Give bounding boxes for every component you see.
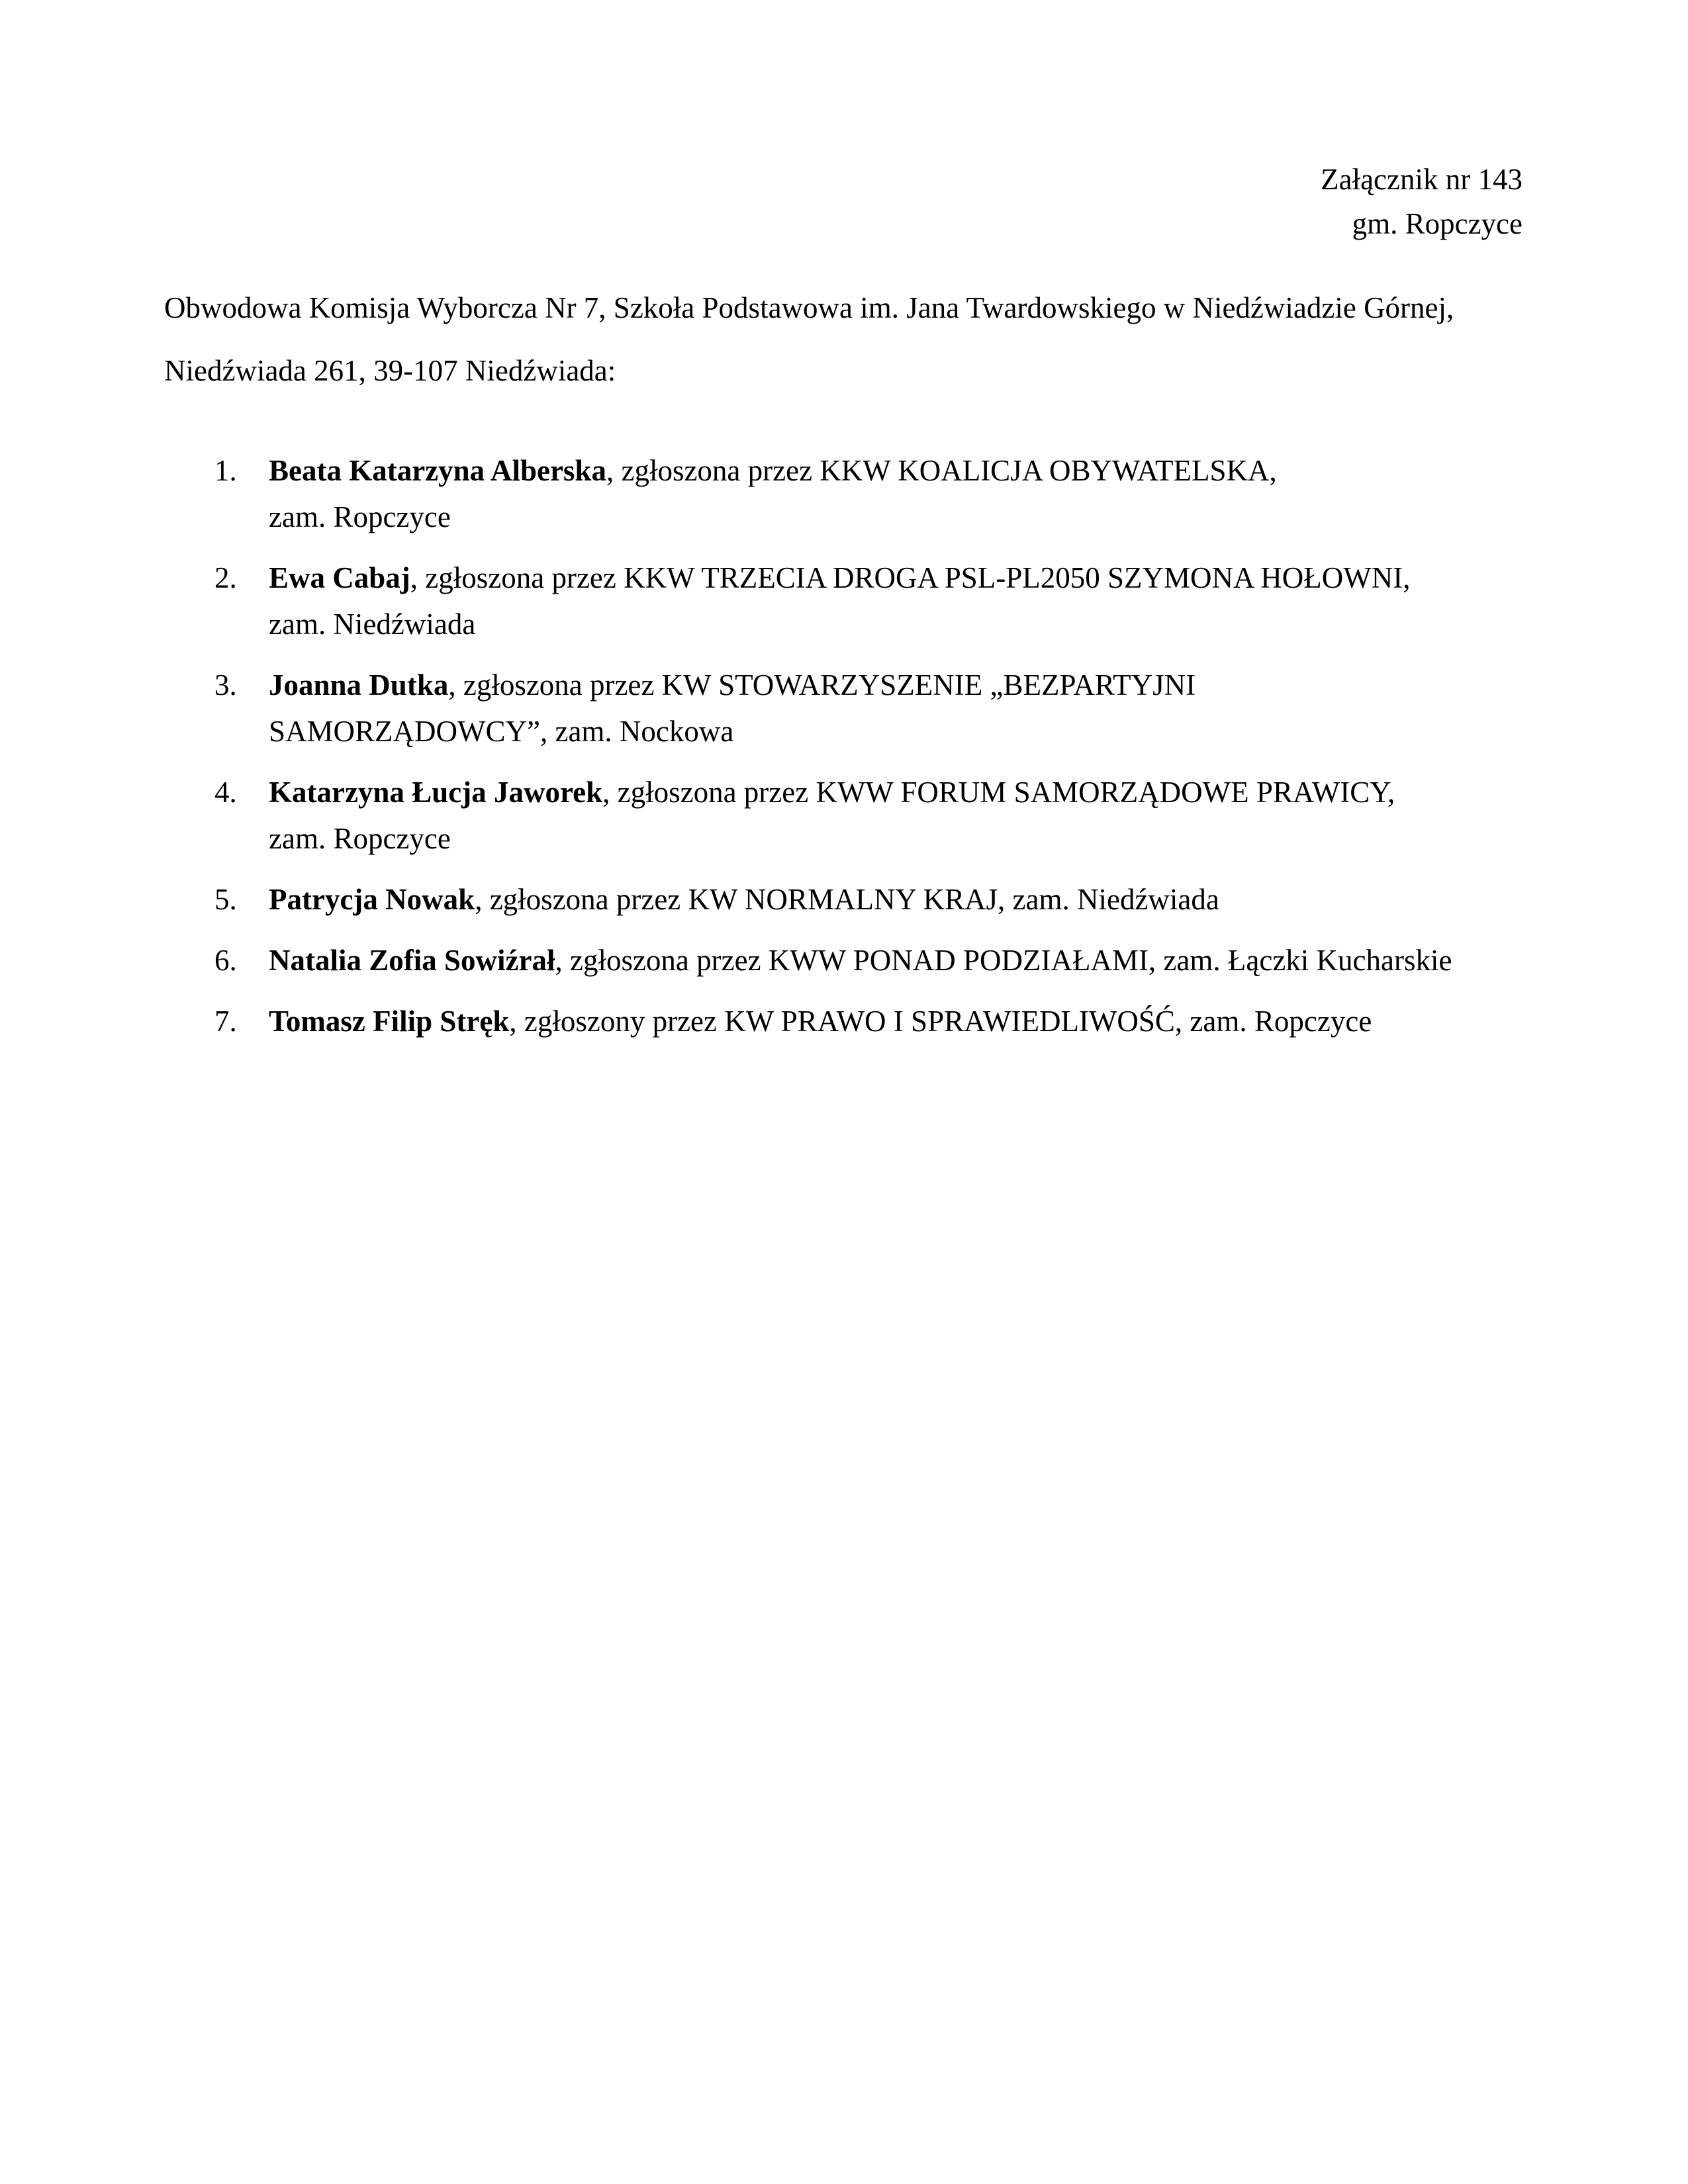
- list-item: [164, 998, 1541, 1044]
- list-item-line-1: [269, 769, 1541, 815]
- list-item-line-1: [269, 876, 1541, 923]
- list-item-line-2: zam. Ropczyce: [269, 500, 451, 533]
- list-item-number: 1.: [214, 454, 237, 487]
- list-item-number: 3.: [214, 668, 237, 702]
- list-item: [164, 662, 1541, 754]
- list-item: [164, 555, 1541, 647]
- list-item: [164, 447, 1541, 540]
- list-item-number: 5.: [214, 883, 237, 916]
- list-item: [164, 937, 1541, 983]
- list-item-number: 6.: [214, 944, 237, 977]
- commission-description-line-2: Niedźwiada 261, 39-107 Niedźwiada:: [164, 354, 616, 387]
- member-name: Joanna Dutka: [269, 668, 449, 702]
- list-item-line-1: [269, 447, 1541, 494]
- municipality-name: gm. Ropczyce: [1352, 207, 1523, 240]
- member-name: Katarzyna Łucja Jaworek: [269, 776, 603, 809]
- member-details: , zgłoszona przez KW STOWARZYSZENIE „BEZPARTYJNI: [448, 668, 1196, 702]
- member-details: , zgłoszona przez KWW FORUM SAMORZĄDOWE PRAWICY,: [602, 776, 1395, 809]
- list-item: [164, 876, 1541, 923]
- list-item-line-1: [269, 662, 1541, 708]
- list-item-line-2: zam. Ropczyce: [269, 822, 451, 855]
- member-details: , zgłoszona przez KKW KOALICJA OBYWATELSKA,: [606, 454, 1277, 487]
- member-name: Ewa Cabaj: [269, 561, 410, 594]
- commission-description: [164, 277, 1528, 402]
- member-name: Beata Katarzyna Alberska: [269, 454, 606, 487]
- list-item-number: 2.: [214, 561, 237, 594]
- member-details: , zgłoszona przez KKW TRZECIA DROGA PSL-PL2050 SZYMONA HOŁOWNI,: [410, 561, 1411, 594]
- member-list: [164, 447, 1541, 1059]
- member-details: , zgłoszona przez KW NORMALNY KRAJ, zam. Niedźwiada: [475, 883, 1219, 916]
- list-item-line-1: [269, 998, 1541, 1044]
- list-item-line-2: zam. Niedźwiada: [269, 608, 476, 641]
- list-item-number: 4.: [214, 776, 237, 809]
- list-item-number: 7.: [214, 1005, 237, 1038]
- commission-description-line-1: Obwodowa Komisja Wyborcza Nr 7, Szkoła Podstawowa im. Jana Twardowskiego w Niedźwiadzie Górnej,: [164, 291, 1454, 324]
- attachment-number: Załącznik nr 143: [1321, 163, 1523, 196]
- member-details: , zgłoszony przez KW PRAWO I SPRAWIEDLIWOŚĆ, zam. Ropczyce: [509, 1005, 1372, 1038]
- list-item-line-1: [269, 937, 1541, 983]
- list-item-line-2: SAMORZĄDOWCY”, zam. Nockowa: [269, 715, 734, 748]
- member-name: Patrycja Nowak: [269, 883, 475, 916]
- member-details: , zgłoszona przez KWW PONAD PODZIAŁAMI, zam. Łączki Kucharskie: [555, 944, 1452, 977]
- member-name: Tomasz Filip Stręk: [269, 1005, 510, 1038]
- member-name: Natalia Zofia Sowiźrał: [269, 944, 555, 977]
- list-item-line-1: [269, 555, 1541, 601]
- list-item: [164, 769, 1541, 862]
- attachment-header: [1321, 158, 1523, 246]
